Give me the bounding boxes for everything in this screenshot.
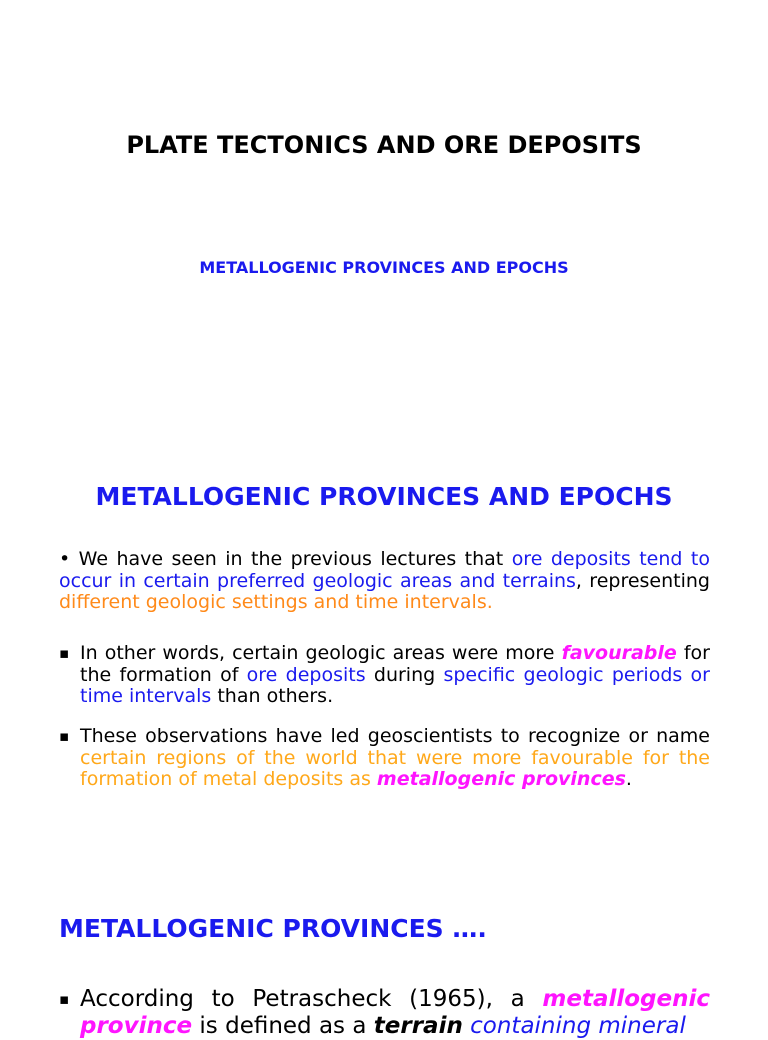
bullet-list xyxy=(59,0,710,1039)
bullet-text xyxy=(80,986,710,1040)
intro-text-4: different geologic settings and time intervals. xyxy=(59,591,493,614)
bullet-marker: ▪ xyxy=(59,644,70,662)
b1-text-1: In other words, certain geologic areas were more xyxy=(80,642,562,664)
b1-text-2: favourable xyxy=(561,642,677,664)
intro-text-1: We have seen in the previous lectures that xyxy=(70,548,512,570)
section-heading-provinces-epochs: METALLOGENIC PROVINCES AND EPOCHS xyxy=(95,482,673,511)
b3-text-1: According to Petrascheck (1965), a xyxy=(80,986,543,1012)
b2-text-1: These observations have led geoscientists to recognize or name xyxy=(80,725,710,747)
bullet-text xyxy=(80,643,710,708)
intro-text-2: ore deposits tend to occur in certain preferred geologic areas and terrains xyxy=(59,548,710,592)
b3-text-5: containing mineral xyxy=(462,1013,686,1039)
b3-text-3: is defined as a xyxy=(192,1013,374,1039)
b3-text-2: metallogenic province xyxy=(80,986,710,1039)
intro-text-3: , representing xyxy=(575,569,710,592)
b1-text-3: for the formation of xyxy=(80,642,710,686)
b1-text-4: ore deposits xyxy=(246,663,366,686)
b3-text-4: terrain xyxy=(373,1013,463,1039)
b1-text-7: than others. xyxy=(211,685,334,708)
bullet-marker: ▪ xyxy=(59,727,70,745)
b1-text-5: during xyxy=(365,663,444,686)
slide-title: PLATE TECTONICS AND ORE DEPOSITS xyxy=(126,131,642,159)
b2-text-3: metallogenic provinces xyxy=(376,768,626,791)
intro-bullet: • xyxy=(59,548,71,570)
slide-subtitle: METALLOGENIC PROVINCES AND EPOCHS xyxy=(199,258,569,277)
section-heading-provinces: METALLOGENIC PROVINCES …. xyxy=(59,914,487,943)
b1-text-6: specific geologic periods or time intervals xyxy=(80,663,710,708)
bullet-text xyxy=(80,726,710,791)
b2-text-2: certain regions of the world that were more favourable for the formation of metal deposits as xyxy=(80,746,710,791)
bullet-marker: ▪ xyxy=(59,990,70,1008)
b2-text-4: . xyxy=(625,768,632,791)
